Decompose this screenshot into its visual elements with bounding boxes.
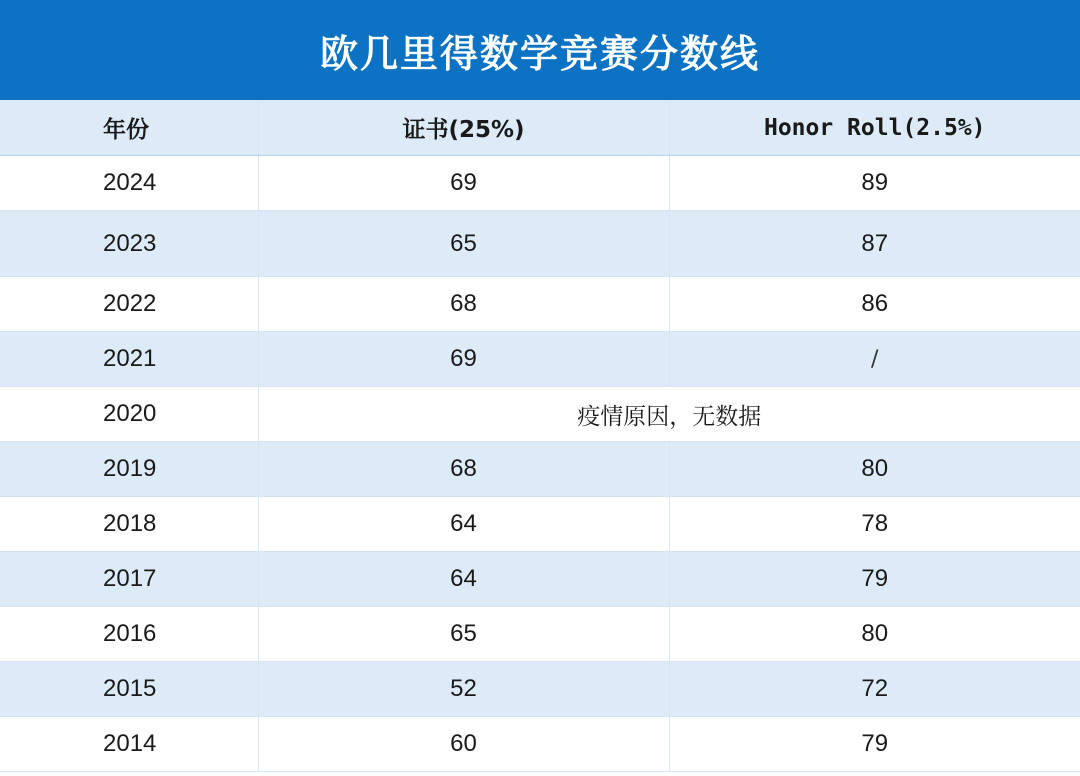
- table-row: [0, 387, 1080, 442]
- cell-year: 2020: [0, 387, 258, 442]
- cell-year: 2014: [0, 717, 258, 772]
- cell-year: 2019: [0, 442, 258, 497]
- table-row: [0, 277, 1080, 332]
- cell-year: 2016: [0, 607, 258, 662]
- header-honor-roll: Honor Roll(2.5%): [669, 100, 1080, 156]
- cell-honor-roll: 72: [669, 662, 1080, 717]
- page-title: 欧几里得数学竞赛分数线: [319, 31, 760, 76]
- cell-honor-roll: 80: [669, 442, 1080, 497]
- cell-honor-roll: 79: [669, 552, 1080, 607]
- header-certificate: 证书(25%): [258, 100, 669, 156]
- table-row: [0, 211, 1080, 277]
- cell-certificate: 65: [258, 211, 669, 277]
- cell-year: 2022: [0, 277, 258, 332]
- cell-certificate: 68: [258, 442, 669, 497]
- table-row: [0, 607, 1080, 662]
- cell-certificate: 64: [258, 552, 669, 607]
- table-row: [0, 332, 1080, 387]
- cell-honor-roll: 86: [669, 277, 1080, 332]
- cell-year: 2018: [0, 497, 258, 552]
- cell-honor-roll: 87: [669, 211, 1080, 277]
- cell-honor-roll: 89: [669, 156, 1080, 211]
- cell-year: 2017: [0, 552, 258, 607]
- cell-honor-roll: /: [669, 332, 1080, 387]
- score-table: [0, 100, 1080, 772]
- header-year: 年份: [0, 100, 258, 156]
- table-row: [0, 717, 1080, 772]
- table-row: [0, 497, 1080, 552]
- cell-certificate: 68: [258, 277, 669, 332]
- cell-year: 2024: [0, 156, 258, 211]
- cell-certificate: 52: [258, 662, 669, 717]
- cell-certificate: 69: [258, 332, 669, 387]
- header-row: [0, 100, 1080, 156]
- cell-certificate: 69: [258, 156, 669, 211]
- table-row: [0, 662, 1080, 717]
- title-banner: [0, 0, 1080, 100]
- cell-honor-roll: 80: [669, 607, 1080, 662]
- cell-certificate: 65: [258, 607, 669, 662]
- table-row: [0, 156, 1080, 211]
- cell-no-data-note: 疫情原因，无数据: [258, 387, 1080, 442]
- cell-certificate: 64: [258, 497, 669, 552]
- cell-year: 2021: [0, 332, 258, 387]
- cell-certificate: 60: [258, 717, 669, 772]
- table-row: [0, 442, 1080, 497]
- table-row: [0, 552, 1080, 607]
- cell-honor-roll: 78: [669, 497, 1080, 552]
- cell-honor-roll: 79: [669, 717, 1080, 772]
- cell-year: 2023: [0, 211, 258, 277]
- cell-year: 2015: [0, 662, 258, 717]
